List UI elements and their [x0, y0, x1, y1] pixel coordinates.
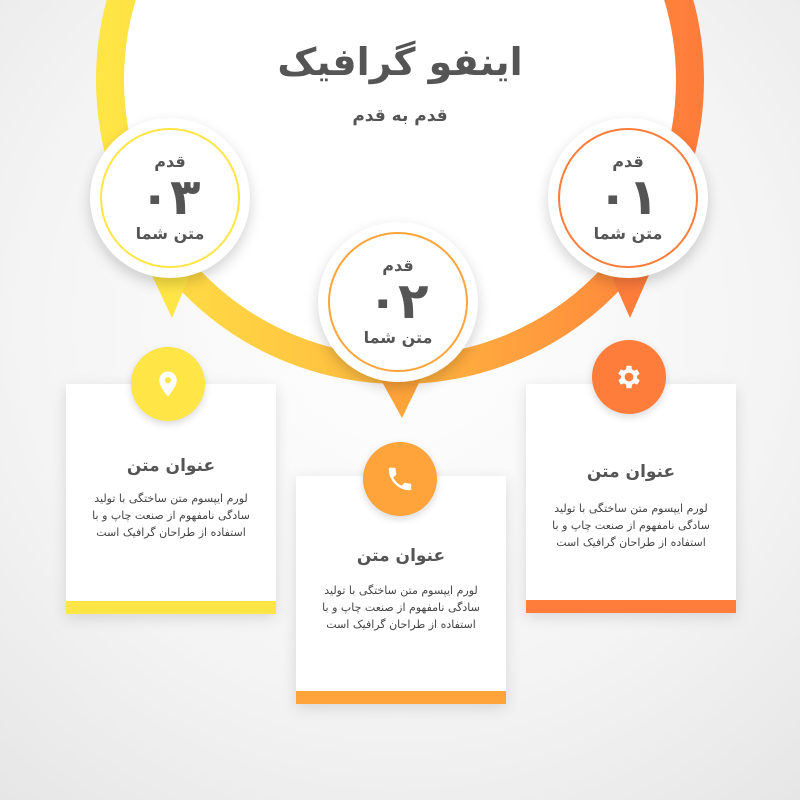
card-accent-bar — [296, 691, 506, 704]
step-text: متن شما — [593, 224, 663, 243]
card-accent-bar — [526, 600, 736, 613]
card-title: عنوان متن — [356, 546, 446, 566]
gear-icon — [614, 362, 644, 392]
card-step1 — [526, 384, 736, 613]
step-label: قدم — [382, 256, 414, 275]
card-body: لورم ایپسوم متن ساختگی با تولید سادگی نامفهوم از صنعت چاپ و با استفاده از طراحان گرافیک است — [322, 584, 480, 631]
card-title: عنوان متن — [586, 462, 676, 482]
icon-badge-step1 — [592, 340, 666, 414]
step-number: ٠١ — [597, 168, 659, 226]
icon-badge-step2 — [363, 442, 437, 516]
step-text: متن شما — [363, 328, 433, 347]
page-title: اینفو گرافیک — [277, 40, 523, 84]
location-pin-icon — [153, 369, 183, 399]
step-label: قدم — [612, 152, 644, 171]
card-accent-bar — [66, 601, 276, 614]
step-circle-03 — [90, 118, 250, 278]
step-text: متن شما — [135, 224, 205, 243]
card-title: عنوان متن — [126, 456, 216, 476]
step-number: ٠٢ — [367, 272, 429, 330]
card-body: لورم ایپسوم متن ساختگی با تولید سادگی نامفهوم از صنعت چاپ و با استفاده از طراحان گرافیک است — [92, 492, 250, 539]
step-number: ٠٣ — [139, 168, 201, 226]
phone-icon — [385, 464, 415, 494]
step-circle-02 — [318, 222, 478, 382]
step-label: قدم — [154, 152, 186, 171]
page-subtitle: قدم به قدم — [352, 106, 448, 126]
icon-badge-step3 — [131, 347, 205, 421]
card-body: لورم ایپسوم متن ساختگی با تولید سادگی نامفهوم از صنعت چاپ و با استفاده از طراحان گرافیک است — [552, 502, 710, 549]
step-circle-01 — [548, 118, 708, 278]
